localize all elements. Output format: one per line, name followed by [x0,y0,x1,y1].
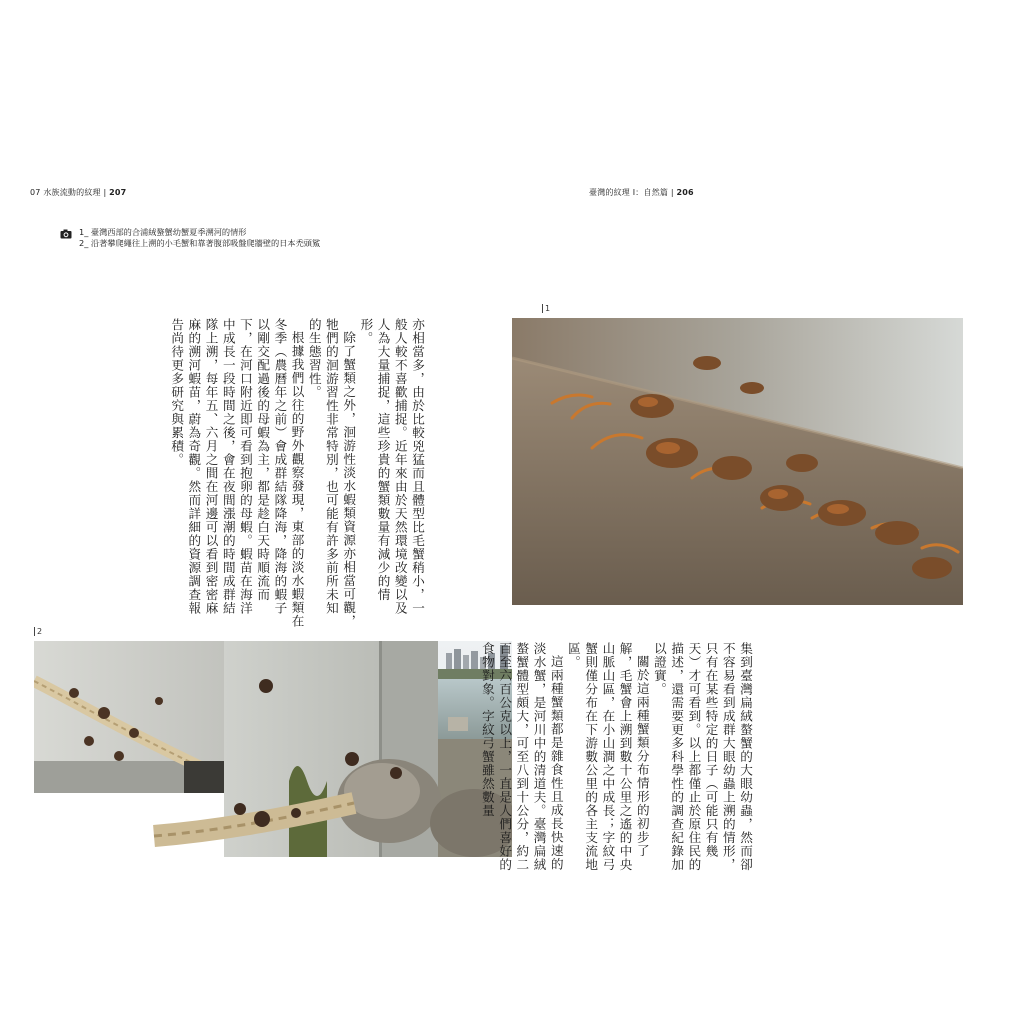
photo-captions [79,227,320,249]
left-chapter-title: 07 水族流動的紋理 [30,188,101,197]
right-book-title: 臺灣的紋理 I：自然篇 [589,188,669,197]
figure-1-photo [512,318,963,605]
left-paragraph-1: 亦相當多，由於比較兇猛而且體型比毛蟹稍小，一般人較不喜歡捕捉。近年來由於天然環境改變以及人為大量捕捉，這些珍貴的蟹類數量有減少的情形。 [358,318,425,615]
right-page-body [479,642,754,878]
caption-2: 2_ 沿著攀爬繩往上溯的小毛蟹和靠著腹部吸盤爬牆壁的日本禿頭鯊 [79,238,321,248]
figure-2-label: 2 [34,627,42,636]
right-page-number: 206 [676,188,694,197]
figure-1-label: 1 [542,304,550,313]
right-paragraph-1: 集到臺灣扁絨螯蟹的大眼幼蟲，然而卻不容易看到成群大眼幼蟲上溯的情形，只有在某些特定的日子（可能只有幾天）才可看到。以上都僅止於原住民的描述，還需要更多科學性的調查紀錄加以證實。 [651,642,753,872]
camera-icon [60,229,72,239]
right-page-header: 臺灣的紋理 I：自然篇 | 206 [589,188,694,197]
figure-2-photo [34,641,512,857]
left-paragraph-3: 根據我們以往的野外觀察發現，東部的淡水蝦類在冬季（農曆年之前）會成群結隊降海，降海的蝦子以剛交配過後的母蝦為主，都是趁白天時順流而下，在河口附近即可看到抱卵的母蝦。蝦苗在海洋中成長一段時間之後，會在夜間漲潮的時間成群結隊上溯，每年五、六月之間在河邊可以看到密密麻麻的溯河蝦苗，蔚為奇觀。然而詳細的資源調查報告尚待更多研究與累積。 [169,318,305,628]
right-paragraph-2: 關於這兩種蟹類分布情形的初步了解，毛蟹會上溯到數十公里之遙的中央山脈山區，在小山澗之中成長；字紋弓蟹則僅分布在下游數公里的各主支流地區。 [565,642,650,872]
left-page-body [168,318,426,628]
left-page-header: 07 水族流動的紋理 | 207 [30,188,127,197]
left-page-number: 207 [109,188,127,197]
caption-1: 1_ 臺灣西部的合浦絨螯蟹幼蟹夏季溯河的情形 [79,227,247,237]
right-paragraph-3: 這兩種蟹類都是雜食性且成長快速的淡水蟹，是河川中的清道夫。臺灣扁絨螯蟹體型頗大，可至八到十公分，約二百至六百公克以上，一直是人們喜好的食物對象。字紋弓蟹雖然數量 [479,642,564,872]
left-paragraph-2: 除了蟹類之外，洄游性淡水蝦類資源亦相當可觀，牠們的洄游習性非常特別，也可能有許多前所未知的生態習性。 [306,318,357,628]
